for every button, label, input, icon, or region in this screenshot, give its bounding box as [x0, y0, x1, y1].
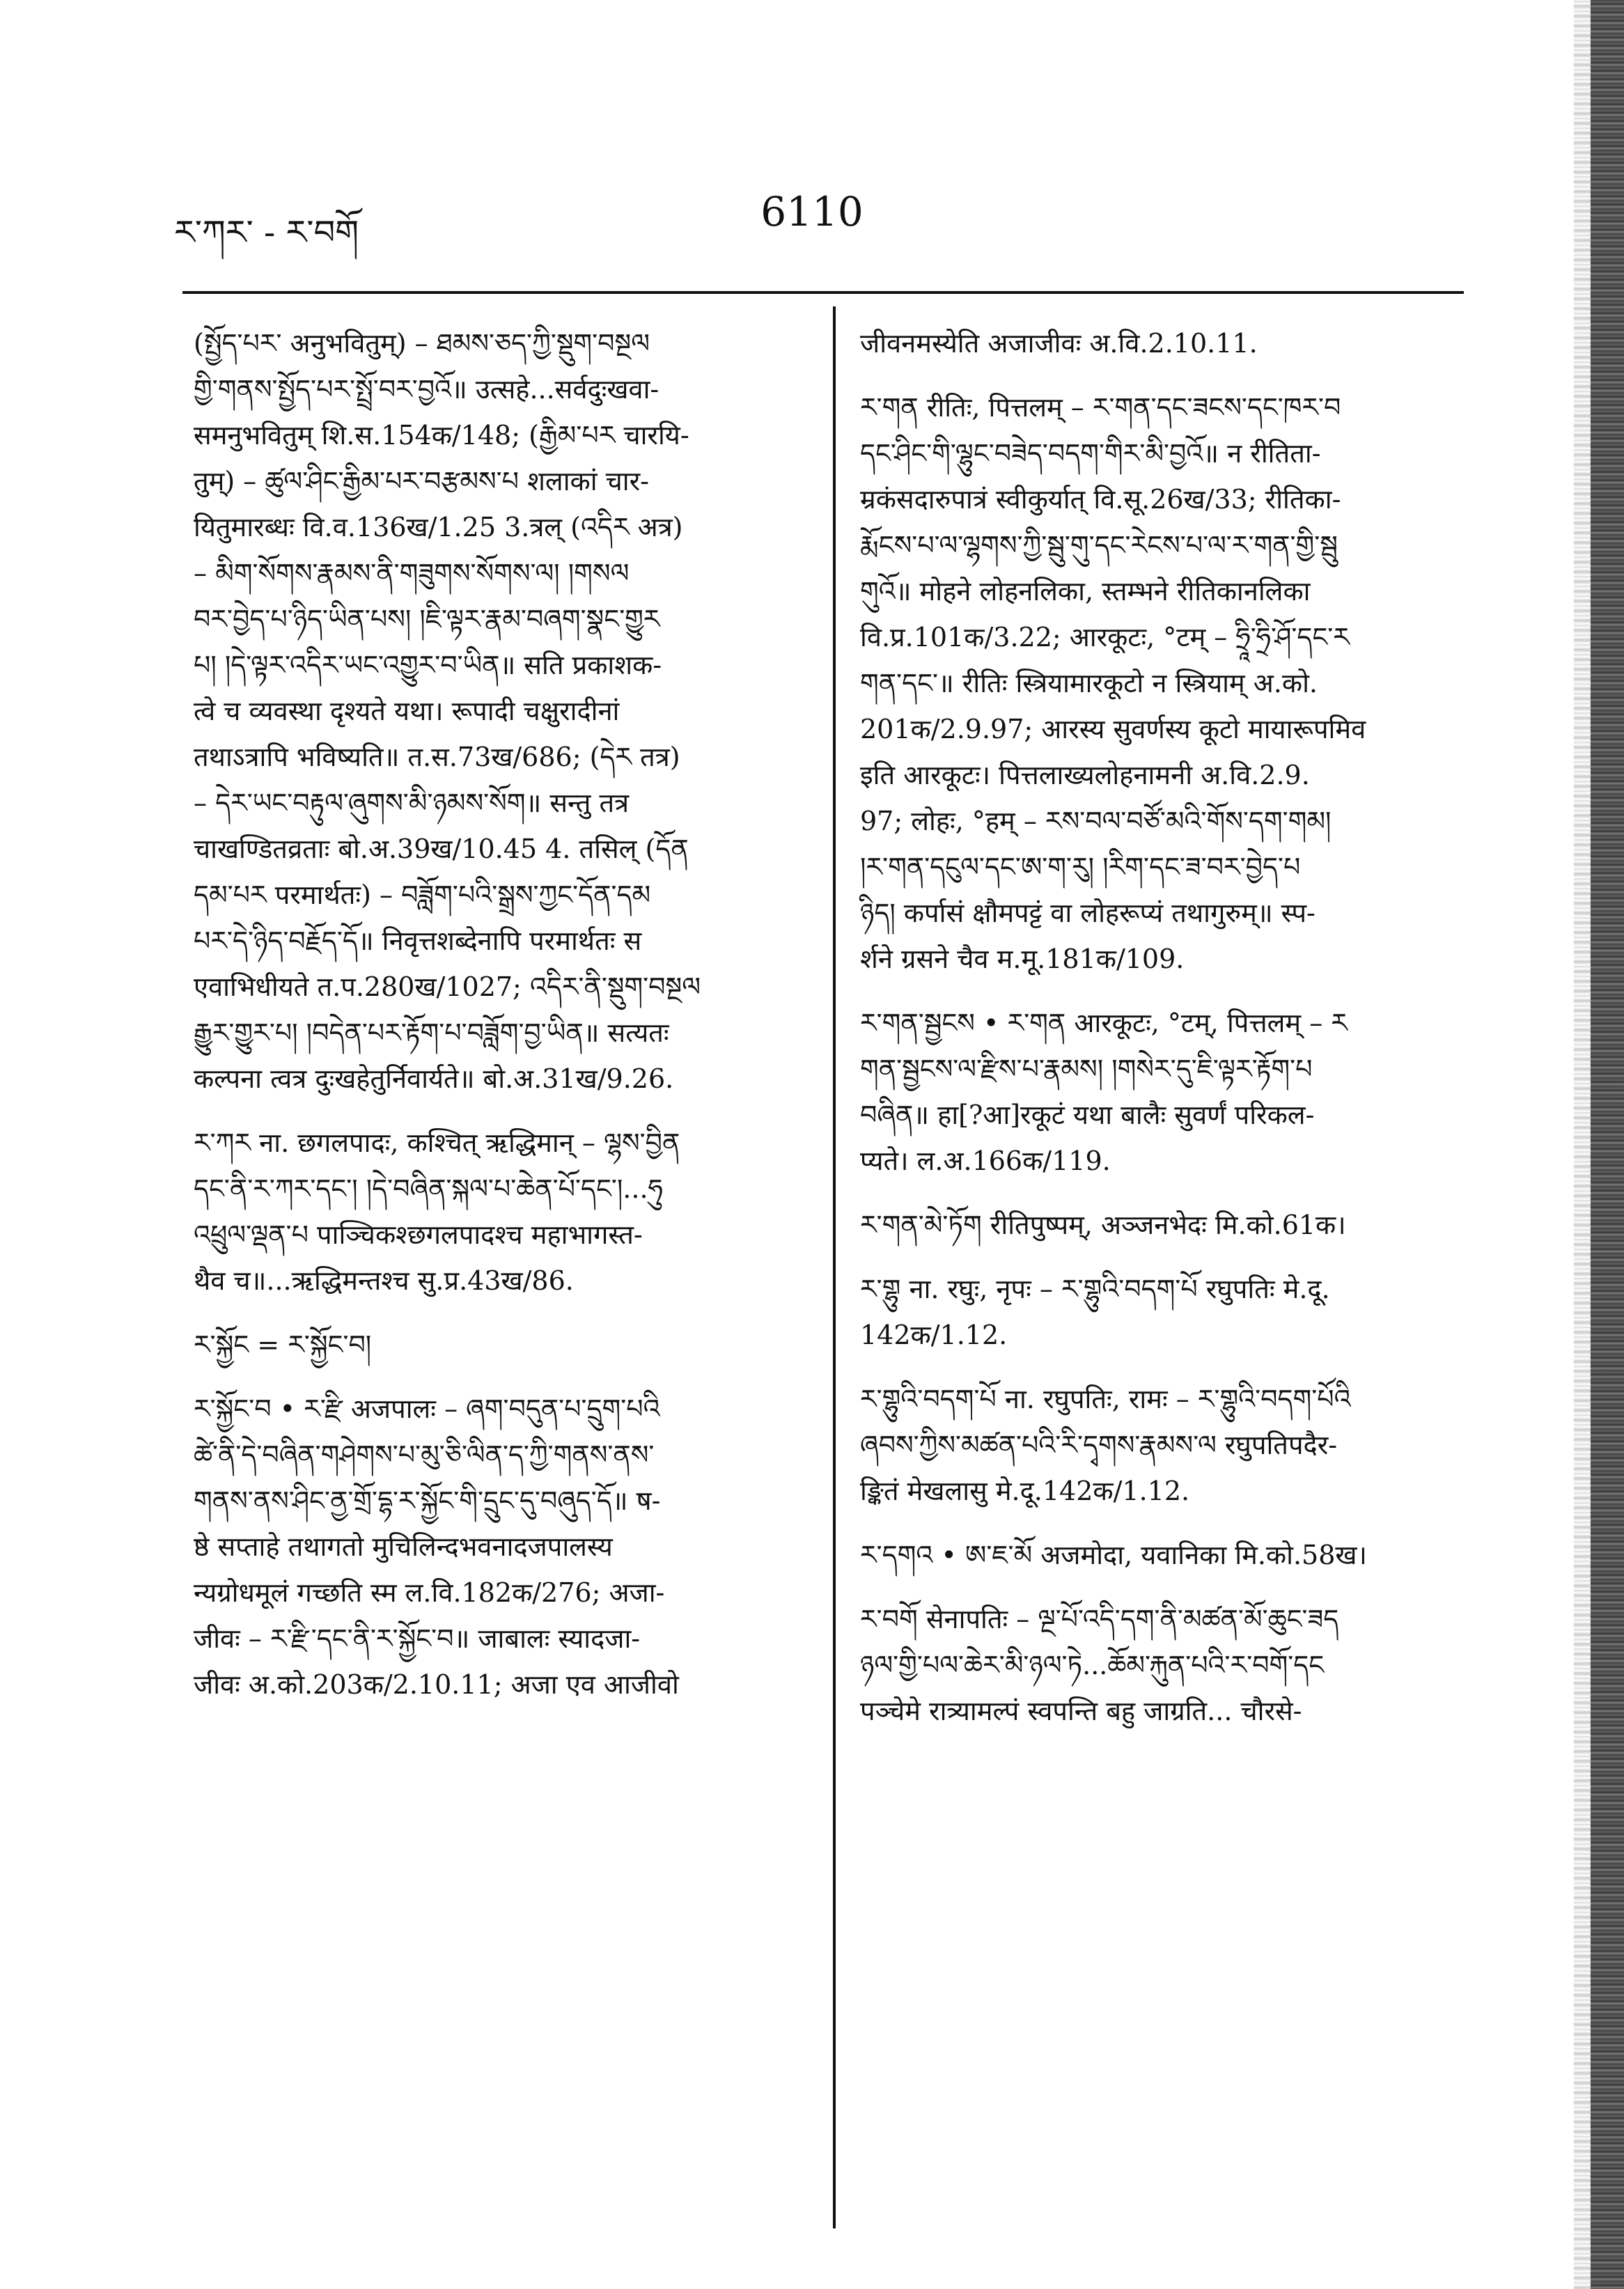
entry-line: རྒྱུར་གྱུར་པ། །བདེན་པར་རྟོག་པ་བཟློག་བྱ་ཡིན॥ सत्यतः — [194, 1017, 669, 1048]
dictionary-entry — [194, 1120, 806, 1304]
entry-line: र्शने ग्रसने चैव म.मू.181क/109. — [860, 944, 1185, 974]
dictionary-entry — [860, 1202, 1466, 1248]
entry-line: ར་གན་སྦྱངས • ར་གན आरकूटः, °टम्, पित्तलम् – ར — [860, 1008, 1348, 1038]
entry-line: चाखण्डितव्रताः बो.अ.39ख/10.45 4. तसिल् (དོན — [194, 834, 689, 864]
entry-line: त्वे च व्यवस्था दृश्यते यथा। रूपादी चक्षुरादीनां — [194, 696, 620, 726]
dictionary-entry — [860, 384, 1466, 982]
entry-line: ङ्कितं मेखलासु मे.दू.142क/1.12. — [860, 1476, 1190, 1506]
column-divider — [833, 306, 836, 2228]
entry-line: རྨོངས་པ་ལ་ལྷགས་ཀྱི་སྦུ་གུ་དང་རེངས་པ་ལ་ར་གན་གྱི་སྦུ — [860, 530, 1338, 561]
entry-line: एवाभिधीयते त.प.280ख/1027; འདིར་ནི་སྡུག་བསྔལ — [194, 971, 701, 1002]
scan-binding-edge — [1591, 0, 1624, 2289]
entry-line: ར་གན་མེ་ཏོག रीतिपुष्पम्, अञ्जनभेदः मि.को.61क। — [860, 1210, 1346, 1240]
entry-line: प्यते। ल.अ.166क/119. — [860, 1146, 1111, 1176]
entry-line: དང་ཤིང་གི་ལྷུང་བཟེད་བདག་གིར་མི་བྱའོ॥ न रीतिता- — [860, 438, 1321, 469]
entry-line: पञ्चेमे रात्र्यामल्पं स्वपन्ति बहु जाग्रति... चौरसे- — [860, 1696, 1302, 1726]
entry-line: ཉལ་གྱི་པལ་ཆེར་མི་ཉལ་ཏེ...ཆོམ་རྐུན་པའི་ར་བགོ་དང — [860, 1650, 1325, 1680]
entry-line: ष्ठे सप्ताहे तथागतो मुचिलिन्दभवनादजपालस्य — [194, 1531, 613, 1562]
entry-line: ར་གྷུ ना. रघुः, नृपः – ར་གྷུའི་བདག་པོ रघुपतिः मे.दू. — [860, 1274, 1330, 1304]
entry-line: ར་ཀར ना. छगलपादः, कश्चित् ऋद्धिमान् – ལྷས་བྱིན — [194, 1127, 680, 1158]
entry-line: – དེར་ཡང་བརྟུལ་ཞུགས་མི་ཉམས་སོག॥ सन्तु तत्र — [194, 788, 630, 818]
entry-line: कल्पना त्वत्र दुःखहेतुर्निवार्यते॥ बो.अ.31ख/9.26. — [194, 1063, 674, 1094]
entry-line: གནས་ནས་ཤིང་ནྱ་གྲོ་དྷ་ར་སྐྱོང་གི་དྲུང་དུ་བཞུད་དོ॥ ष- — [194, 1485, 661, 1516]
dictionary-entry — [860, 1596, 1466, 1734]
entry-line: ཚེ་ནི་དེ་བཞིན་གཤེགས་པ་མུ་ཅི་ལིན་ད་ཀྱི་གནས་ནས་ — [194, 1439, 655, 1470]
entry-line: म्रकंसदारुपात्रं स्वीकुर्यात् वि.सू.26ख/33; रीतिका- — [860, 484, 1341, 515]
right-column — [860, 320, 1466, 1752]
entry-line: जीवः – ར་རྫི་དང་ནི་ར་སྐྱོང་བ॥ जाबालः स्यादजा- — [194, 1623, 641, 1654]
entry-line: པ། །དེ་ལྟར་འདིར་ཡང་འགྱུར་བ་ཡིན॥ सति प्रकाशक- — [194, 650, 662, 680]
entry-line: །ར་གན་དངུལ་དང་ཨ་ག་རུ། །རིག་དང་ཟ་བར་བྱེད་པ — [860, 852, 1301, 882]
entry-line: ར་གྷུའི་བདག་པོ ना. रघुपतिः, रामः – ར་གྷུའི་བདག་པོའི — [860, 1384, 1351, 1414]
entry-line: ཉིད། कर्पासं क्षौमपट्टं वा लोहरूप्यं तथागुरुम्॥ स्प- — [860, 898, 1315, 928]
dictionary-entry — [194, 320, 806, 1102]
dictionary-entry — [194, 1386, 806, 1708]
dictionary-entry — [860, 320, 1466, 366]
entry-line: यितुमारब्धः वि.व.136ख/1.25 3.त्रल् (འདིར अत्र) — [194, 512, 683, 542]
entry-line: जीवः अ.को.203क/2.10.11; अजा एव आजीवो — [194, 1669, 679, 1700]
dictionary-entry — [860, 1532, 1466, 1578]
entry-line: གན་དང་॥ रीतिः स्त्रियामारकूटो न स्त्रियाम् अ.को. — [860, 668, 1318, 698]
entry-line: 142क/1.12. — [860, 1320, 1008, 1350]
page-header — [174, 188, 1450, 251]
entry-line: ར་དགའ • ཨ་ཇ་མོ अजमोदा, यवानिका मि.को.58ख। — [860, 1540, 1367, 1570]
entry-line: 201क/2.9.97; आरस्य सुवर्णस्य कूटो मायारूपमिव — [860, 714, 1366, 744]
entry-line: གུའོ॥ मोहने लोहनलिका, स्तम्भने रीतिकानलिका — [860, 576, 1311, 607]
dictionary-entry — [194, 1322, 806, 1368]
entry-line: འཕྲུལ་ལྡན་པ पाञ्चिकश्छगलपादश्च महाभागस्त- — [194, 1219, 643, 1250]
entry-line: དང་ནི་ར་ཀར་དང་། །དེ་བཞིན་སྐལ་པ་ཆེན་པོ་དང་།...ཧུ — [194, 1173, 663, 1204]
entry-line: इति आरकूटः। पित्तलाख्यलोहनामनी अ.वि.2.9. — [860, 760, 1310, 790]
entry-line: समनुभवितुम् शि.स.154क/148; (རྒྱིམ་པར चारयि- — [194, 420, 689, 451]
header-rule — [182, 291, 1464, 294]
entry-line: ར་གན रीतिः, पित्तलम् – ར་གན་དང་ཟངས་དང་ཁར་བ — [860, 392, 1341, 423]
entry-line: – མིག་སོགས་རྣམས་ནི་གཟུགས་སོགས་ལ། །གསལ — [194, 558, 630, 588]
left-column — [194, 320, 806, 1726]
entry-line: བར་བྱེད་པ་ཉིད་ཡིན་པས། །ཇི་ལྟར་རྣམ་བཞག་སྣང་གྱུར — [194, 604, 660, 634]
entry-line: न्यग्रोधमूलं गच्छति स्म ल.वि.182क/276; अजा- — [194, 1577, 665, 1608]
entry-line: ཞབས་ཀྱིས་མཚན་པའི་རི་དྭགས་རྣམས་ལ रघुपतिपदैर- — [860, 1430, 1338, 1460]
running-head: ར་ཀར་ - ར་བགོ — [174, 213, 359, 252]
entry-line: तुम्) – ཚུལ་ཤིང་རྒྱིམ་པར་བརྩམས་པ शलाकां चार- — [194, 466, 650, 497]
entry-line: ར་བགོ सेनापतिः – ལྔ་པོ་འདི་དག་ནི་མཚན་མོ་ཆུང་ཟད — [860, 1604, 1339, 1634]
dictionary-entry — [860, 1266, 1466, 1358]
entry-line: वि.प्र.101क/3.22; आरकूटः, °टम् – ཧྲཱི་ཧྲི་ཤོ་དང་ར — [860, 622, 1350, 653]
entry-line: थैव च॥...ऋद्धिमन्तश्च सु.प्र.43ख/86. — [194, 1265, 574, 1296]
dictionary-entry — [860, 1000, 1466, 1184]
entry-line: (སྤྱོད་པར་ अनुभवितुम्) – ཐམས་ཅད་ཀྱི་སྡུག་བསྔལ — [194, 328, 650, 359]
entry-line: जीवनमस्येति अजाजीवः अ.वि.2.10.11. — [860, 328, 1258, 359]
dictionary-entry — [860, 1376, 1466, 1514]
entry-line: ར་སྐྱོང་བ • ར་རྫི अजपालः – ཞག་བདུན་པ་དྲུག་པའི — [194, 1393, 660, 1424]
page-number: 6110 — [760, 188, 864, 235]
entry-line: དམ་པར परमार्थतः) – བཟློག་པའི་སྒྲས་ཀྱང་དོན་དམ — [194, 880, 651, 910]
entry-line: तथाऽत्रापि भविष्यति॥ त.स.73ख/686; (དེར तत्र) — [194, 742, 680, 772]
entry-line: ར་སྐྱོང = ར་སྐྱོང་བ། — [194, 1329, 372, 1360]
entry-line: པར་དེ་ཉིད་བརྗོད་དོ॥ निवृत्तशब्देनापि परमार्थतः स — [194, 925, 642, 956]
entry-line: བཞིན॥ हा[?आ]रकूटं यथा बालैः सुवर्णं परिकल- — [860, 1100, 1315, 1130]
entry-line: གྱི་གནས་སྤྱོད་པར་སྤྲོ་བར་བྱའོ॥ उत्सहे...सर्वदुःखवा- — [194, 374, 659, 405]
entry-line: གན་སྦྱངས་ལ་རྫིས་པ་རྣམས། །གསེར་དུ་ཇི་ལྟར་རྟོག་པ — [860, 1054, 1313, 1084]
entry-line: 97; लोहः, °हम् – རས་བལ་བཙོ་མའི་གོས་དག་གམ། — [860, 806, 1332, 836]
